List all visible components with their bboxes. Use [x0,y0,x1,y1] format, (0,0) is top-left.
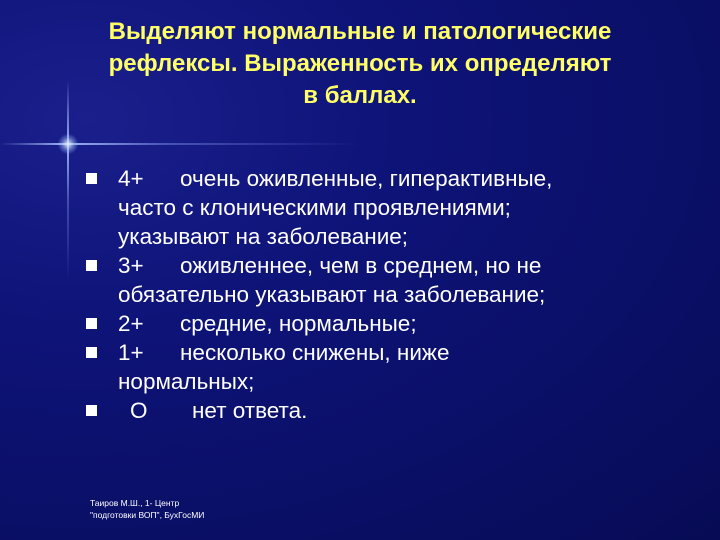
title-line: рефлексы. Выраженность их определяют [108,50,612,77]
reflex-grade-list [86,164,686,425]
title-line: в баллах. [303,82,417,109]
item-first-line [118,309,686,338]
square-bullet-icon [86,347,97,358]
item-text: оживленнее, чем в среднем, но не [180,253,542,278]
author-footer [90,497,204,521]
item-first-line [118,338,686,367]
footer-line: Таиров М.Ш., 1- Центр [90,498,180,508]
item-text: нормальных; [118,369,255,394]
title-line: Выделяют нормальные и патологические [108,18,612,45]
starburst-glow-decoration [58,134,78,154]
item-text: часто с клоническими проявлениями; [118,195,511,220]
square-bullet-icon [86,260,97,271]
list-item [86,309,686,338]
list-item [86,338,686,396]
item-text: средние, нормальные; [180,311,417,336]
item-text: очень оживленные, гиперактивные, [180,166,553,191]
grade-score: 3+ [118,253,144,278]
starburst-horizontal-decoration [0,143,360,145]
item-first-line [118,164,686,193]
item-text: нет ответа. [192,398,308,423]
square-bullet-icon [86,173,97,184]
grade-score: 2+ [118,311,144,336]
square-bullet-icon [86,318,97,329]
list-item [86,164,686,251]
grade-score: 4+ [118,166,144,191]
item-text: обязательно указывают на заболевание; [118,282,546,307]
grade-score: 1+ [118,340,144,365]
item-first-line [118,396,686,425]
item-text: несколько снижены, ниже [180,340,450,365]
footer-line: "подготовки ВОП", БухГосМИ [90,510,205,520]
item-first-line [118,251,686,280]
square-bullet-icon [86,405,97,416]
list-item [86,251,686,309]
item-text: указывают на заболевание; [118,224,409,249]
slide-title [20,16,700,112]
list-item [86,396,686,425]
grade-score: О [130,398,148,423]
